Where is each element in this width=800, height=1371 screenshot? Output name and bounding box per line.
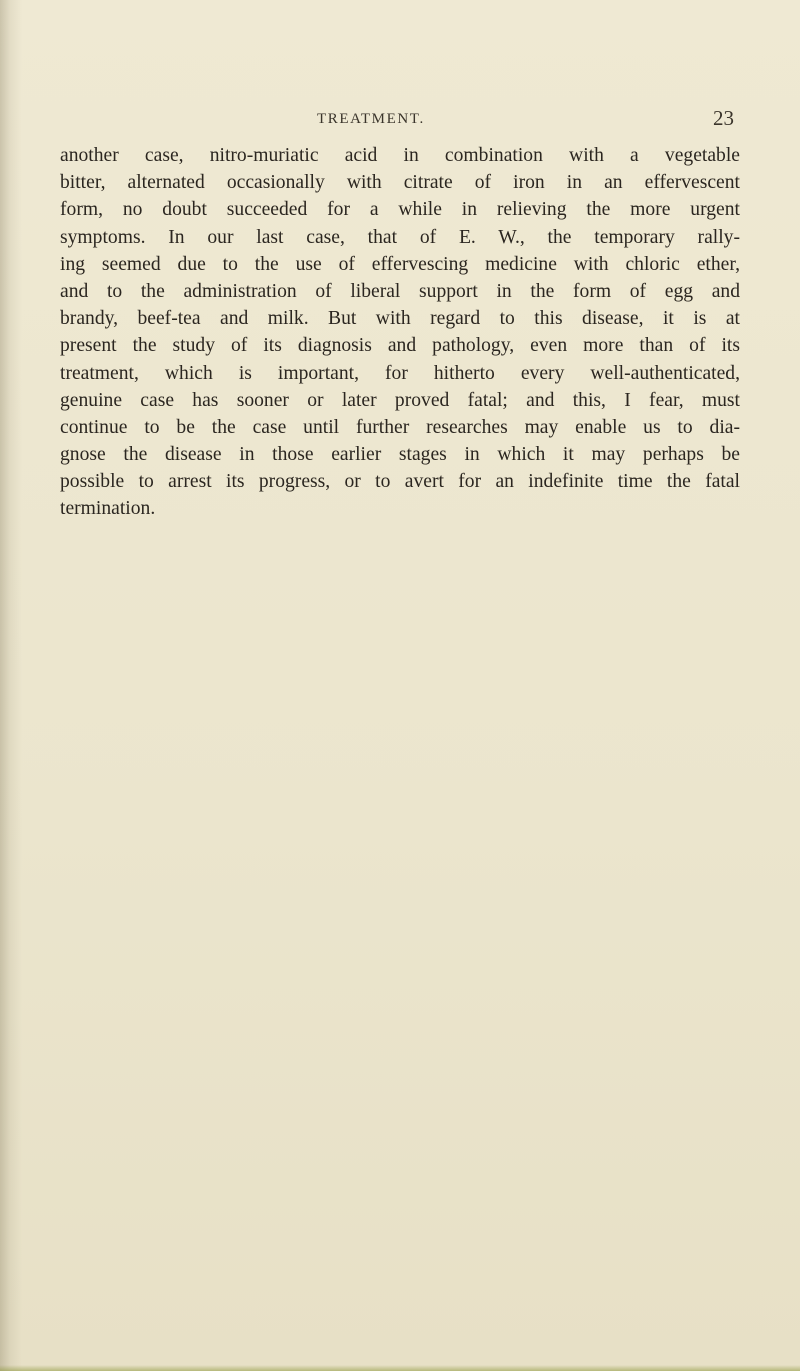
text-line: genuine case has sooner or later proved fatal; and this, I fear, must	[60, 389, 740, 411]
text-line: gnose the disease in those earlier stages in which it may perhaps be	[60, 444, 740, 466]
text-line: continue to be the case until further researches may enable us to dia-	[60, 416, 740, 438]
page-bottom-edge	[0, 1365, 800, 1371]
text-line: and to the administration of liberal support in the form of egg and	[60, 280, 740, 302]
text-line: another case, nitro-muriatic acid in combination with a vegetable	[60, 145, 740, 166]
page-header	[0, 106, 800, 135]
text-line: possible to arrest its progress, or to avert for an indefinite time the fatal	[60, 471, 740, 493]
text-line: ing seemed due to the use of effervescing medicine with chloric ether,	[60, 253, 740, 275]
text-line: termination.	[60, 498, 156, 520]
text-line: treatment, which is important, for hitherto every well-authenticated,	[60, 362, 740, 384]
text-line: present the study of its diagnosis and pathology, even more than of its	[60, 335, 740, 357]
text-line: brandy, beef-tea and milk. But with regard to this disease, it is at	[60, 308, 740, 330]
text-line: symptoms. In our last case, that of E. W., the temporary rally-	[60, 226, 740, 248]
page-number: 23	[713, 106, 734, 130]
text-line: form, no doubt succeeded for a while in relieving the more urgent	[60, 199, 740, 221]
running-head: TREATMENT.	[317, 111, 425, 127]
body-paragraph	[60, 142, 740, 523]
text-line: bitter, alternated occasionally with citrate of iron in an effervescent	[60, 172, 740, 194]
